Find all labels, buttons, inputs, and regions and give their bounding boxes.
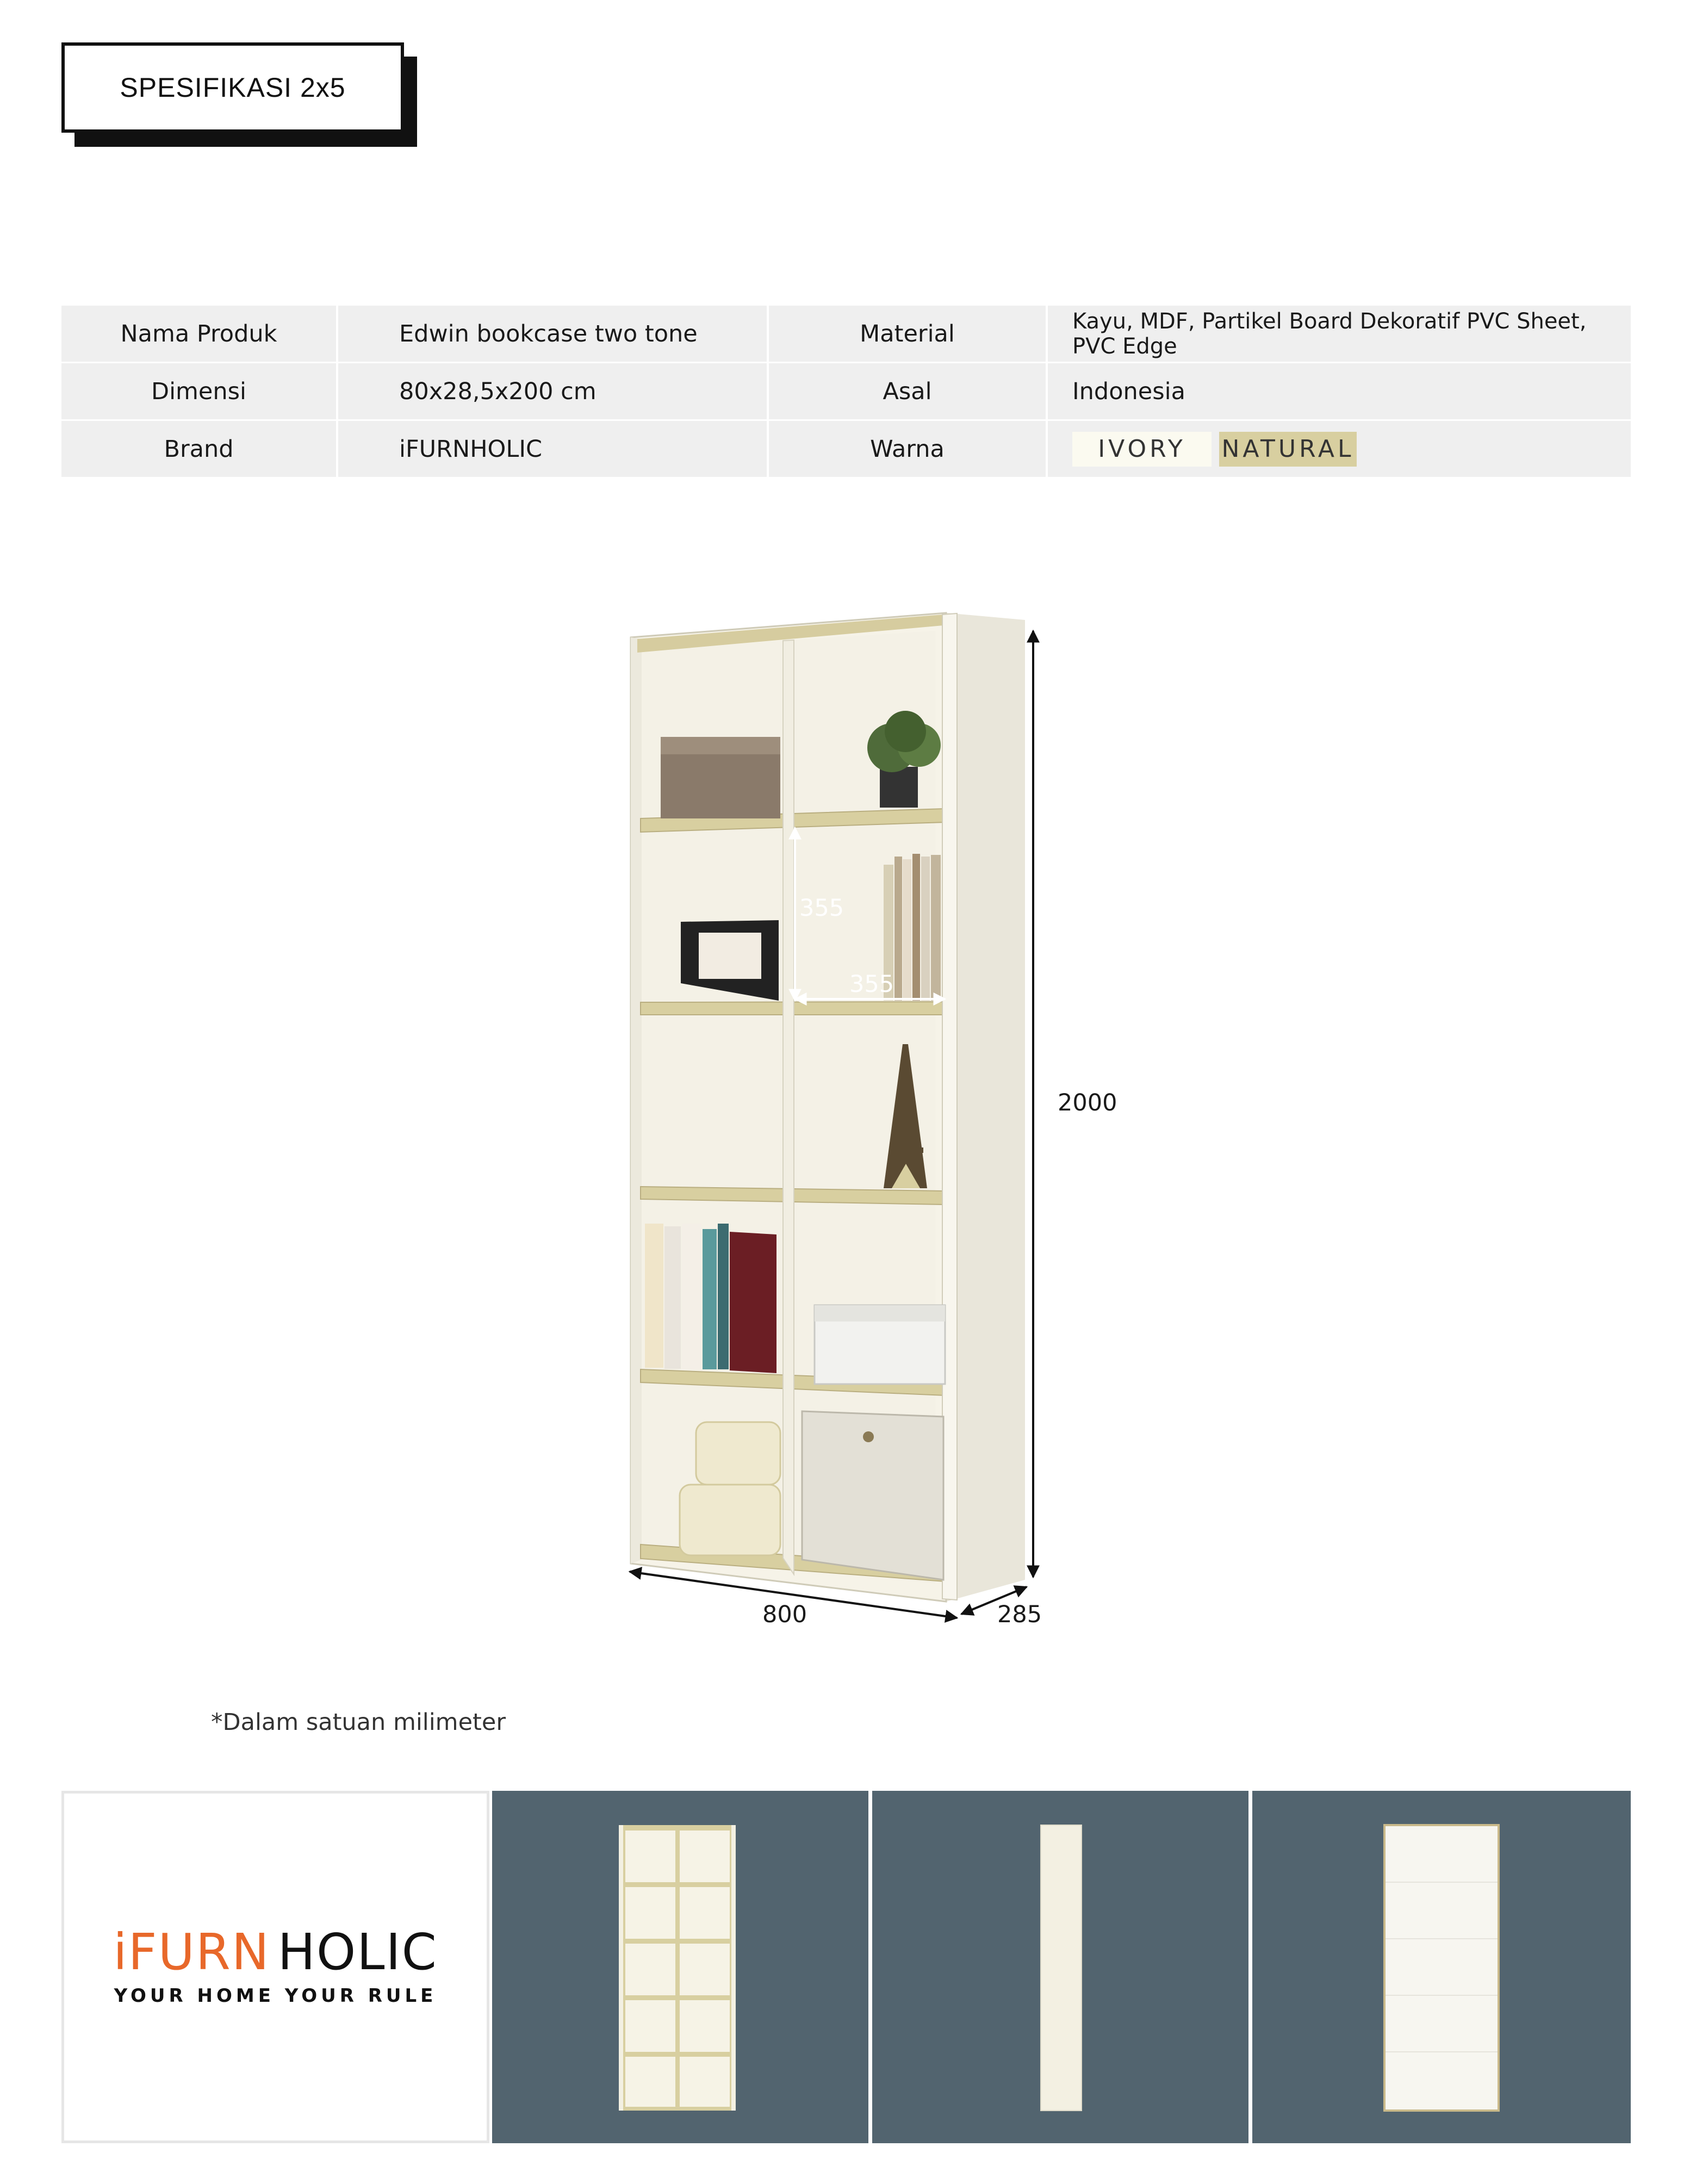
spec-label-dimension: Dimensi [61,363,338,419]
brand-logo [113,1923,438,1981]
cell-width-label: 355 [849,971,894,998]
spec-label-product-name: Nama Produk [61,306,338,362]
spec-value-product-name: Edwin bookcase two tone [338,306,769,362]
height-dimension-label: 2000 [1058,1089,1117,1116]
color-swatch-natural[interactable]: NATURAL [1219,432,1357,467]
front-view-panel [492,1791,868,2143]
spec-label-material: Material [769,306,1048,362]
books-illustration-2 [645,1224,776,1373]
side-view-image [872,1791,1248,2143]
side-view-panel [872,1791,1248,2143]
back-view-image [1252,1791,1631,2143]
storage-box-illustration [815,1305,945,1384]
depth-dimension-label: 285 [997,1601,1042,1628]
fabric-bin-illustration [802,1411,943,1580]
bookcase-side-panel [946,613,1025,1602]
front-view-image [492,1791,868,2143]
spec-value-material: Kayu, MDF, Partikel Board Dekoratif PVC Sheet, PVC Edge [1048,306,1631,362]
unit-note: *Dalam satuan milimeter [211,1709,506,1736]
spec-value-brand: iFURNHOLIC [338,421,769,477]
bookcase-divider [783,640,794,1574]
spec-label-color: Warna [769,421,1048,477]
color-swatch-ivory[interactable]: IVORY [1072,432,1212,467]
storage-basket-illustration [661,737,780,818]
spec-value-dimension: 80x28,5x200 cm [338,363,769,419]
page-title: SPESIFIKASI 2x5 [61,42,404,133]
logo-part-ifurn: iFURN [113,1923,270,1981]
brand-logo-panel [61,1791,489,2143]
cell-height-label: 355 [799,895,844,922]
logo-part-holic: HOLIC [277,1923,438,1981]
width-dimension-label: 800 [762,1601,807,1628]
spec-value-origin: Indonesia [1048,363,1631,419]
back-view-panel [1252,1791,1631,2143]
brand-tagline: YOUR HOME YOUR RULE [114,1985,437,2007]
spec-label-brand: Brand [61,421,338,477]
spec-label-origin: Asal [769,363,1048,419]
